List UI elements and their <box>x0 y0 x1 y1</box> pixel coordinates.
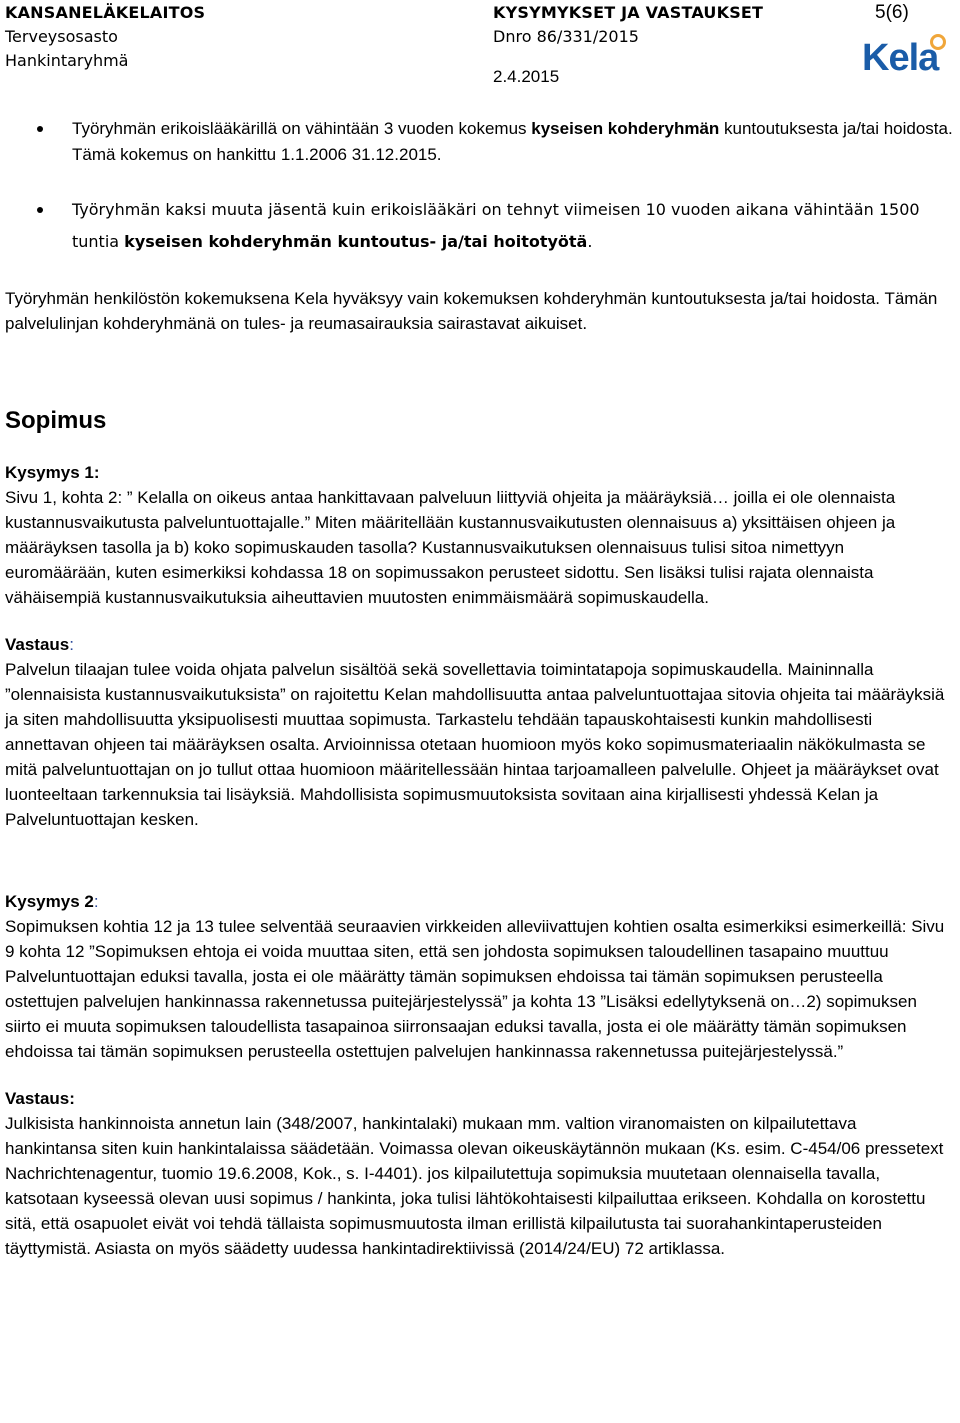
question-2-heading: Kysymys 2: <box>5 892 99 911</box>
answer-1-text: Palvelun tilaajan tulee voida ohjata palvelun sisältöä sekä sovellettavia toimintatapoja sopimuskaudella. Maininnalla ”olennaisista kustannusvaikutuksista” on rajoitettu Kelan mahdollisuutta antaa palveluntuottajaa sitovia ohjeita tai määräyksiä ja siten mahdollisuutta yksipuolisesti muuttaa sopimusta. Tarkastelu tehdään tapauskohtaisesti kunkin mahdollisesti annettavan ohjeen tai määräyksen osalta. Arvioinnissa otetaan huomioon myös koko sopimusmateriaalin näkökulmasta se mitä palveluntuottajan on jo tullut ottaa huomioon määritellessään hintaa tarjoamalleen palvelulle. Ohjeet ja määräykset ovat luonteeltaan tarkennuksia tai lisäyksiä. Mahdollisista sopimusmuutoksista sovitaan aina kirjallisesti yhdessä Kelan ja Palveluntuottajan kesken. <box>5 660 945 829</box>
logo-mark-icon <box>930 34 946 50</box>
question-1-text: Sivu 1, kohta 2: ” Kelalla on oikeus antaa hankittavaan palveluun liittyviä ohjeita ja määräyksiä… joilla ei ole olennaista kustannusvaikutusta palveluntuottajalle.” Miten määritellään kustannusvaikutusten olennaisuus a) yksittäisen ohjeen ja määräyksen tasolla ja b) koko sopimuskauden tasolla? Kustannusvaikutuksen olennaisuus tulisi sitoa nimettyyn euromäärään, kuten esimerkiksi kohdassa 18 on sopimussakon perusteet sidottu. Sen lisäksi tulisi rajata olennaista vähäisempiä kustannusvaikutuksia aiheuttavien muutosten enimmäismäärä sopimuskaudella. <box>5 488 896 607</box>
requirement-list <box>0 116 960 258</box>
department: Terveysosasto <box>5 27 118 46</box>
list-item: Työryhmän erikoislääkärillä on vähintään 3 vuoden kokemus kyseisen kohderyhmän kuntoutuksesta ja/tai hoidosta. Tämä kokemus on hankittu 1.1.2006 31.12.2015. <box>0 116 960 168</box>
reference-number: Dnro 86/331/2015 <box>493 27 639 46</box>
header-left <box>5 1 205 73</box>
org-name: KANSANELÄKELAITOS <box>5 3 206 22</box>
answer-2-text: Julkisista hankinnoista annetun lain (348/2007, hankintalaki) mukaan mm. valtion viranomaisten on kilpailutettava hankintansa siten kuin hankintalaissa säädetään. Voimassa olevan oikeuskäytännön mukaan (Ks. esim. C-454/06 pressetext Nachrichtenagentur, tuomio 19.6.2008, Kok., s. I-4401). jos kilpailutettuja sopimuksia muutetaan olennaisella tavalla, katsotaan kyseessä olevan uusi sopimus / hankinta, joka tulisi lähtökohtaisesti kilpailuttaa erikseen. Kohdalla on korostettu sitä, että osapuolet eivät voi tehdä tällaista sopimusmuutosta ilman erillistä kilpailutusta tai suorahankintaperusteiden täyttymistä. Asiasta on myös säädetty uudessa hankintadirektiivissä (2014/24/EU) 72 artiklassa. <box>5 1114 944 1258</box>
question-2-text: Sopimuksen kohtia 12 ja 13 tulee selventää seuraavien virkkeiden alleviivattujen kohtien osalta esimerkiksi esimerkeillä: Sivu 9 kohta 12 ”Sopimuksen ehtoja ei voida muuttaa siten, että sen johdosta sopimuksen taloudellinen tasapaino muuttuu Palveluntuottajan eduksi tavalla, josta ei ole määrätty tämän sopimuksen ehdoissa tai tämän sopimuksen perusteella ostettujen palvelujen hankinnassa rakennetussa puitejärjestelyssä” ja kohta 13 ”Lisäksi edellytyksenä on…2) sopimuksen siirto ei muuta sopimuksen taloudellista tasapainoa siirronsaajan eduksi tavalla, josta ei ole määrätty tämän sopimuksen ehdoissa tai tämän sopimuksen perusteella ostettujen palvelujen hankinnassa rakennetussa puitejärjestelyssä.” <box>5 917 945 1061</box>
group-name: Hankintaryhmä <box>5 51 129 70</box>
question-1-label: Kysymys 1: <box>5 463 100 482</box>
answer-1-label: Vastaus <box>5 635 70 654</box>
logo-text: Kela <box>862 37 939 79</box>
paragraph: Työryhmän henkilöstön kokemuksena Kela hyväksyy vain kokemuksen kohderyhmän kuntoutuksesta ja/tai hoidosta. Tämän palvelulinjan kohderyhmänä on tules- ja reumasairauksia sairastavat aikuiset. <box>5 289 938 333</box>
document-type: KYSYMYKSET JA VASTAUKSET <box>493 3 764 22</box>
document-date: 2.4.2015 <box>493 67 560 86</box>
document-body <box>5 286 949 1261</box>
answer-1-heading: Vastaus: <box>5 635 74 654</box>
kela-logo <box>862 36 952 82</box>
question-2-label: Kysymys 2 <box>5 892 94 911</box>
list-item: Työryhmän kaksi muuta jäsentä kuin erikoislääkäri on tehnyt viimeisen 10 vuoden aikana vähintään 1500 tuntia kyseisen kohderyhmän kuntoutus- ja/tai hoitotyötä. <box>0 194 960 258</box>
page-number: 5(6) <box>875 2 909 23</box>
section-title: Sopimus <box>5 407 107 434</box>
header-middle <box>493 1 763 49</box>
answer-2-label: Vastaus: <box>5 1089 75 1108</box>
